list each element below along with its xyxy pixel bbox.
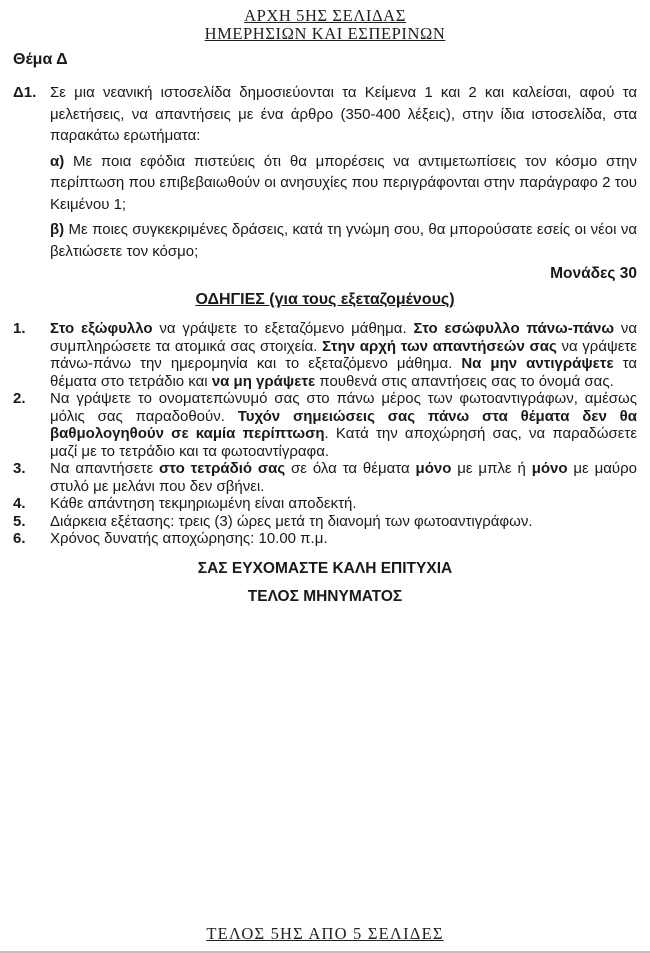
item-text: Να απαντήσετε στο τετράδιό σας σε όλα τα θέματα μόνο με μπλε ή μόνο με μαύρο στυλό με μελάνι που δεν σβήνει. bbox=[50, 460, 637, 495]
item-number: 3. bbox=[13, 460, 26, 477]
item-text: Στο εξώφυλλο να γράψετε το εξεταζόμενο μάθημα. Στο εσώφυλλο πάνω-πάνω να συμπληρώσετε τα ατομικά σας στοιχεία. Στην αρχή των απαντήσεών σας να γράψετε πάνω-πάνω την ημερομηνία και το εξεταζόμενο μάθημα. Να μην αντιγράψετε τα θέματα στο τετράδιο και να μη γράψετε πουθενά στις απαντήσεις σας το όνομά σας. bbox=[50, 320, 638, 390]
closing-wish: ΣΑΣ ΕΥΧΟΜΑΣΤΕ ΚΑΛΗ ΕΠΙΤΥΧΙΑ bbox=[197, 559, 453, 577]
instruction-item bbox=[13, 530, 637, 548]
closing-end-of-message: ΤΕΛΟΣ ΜΗΝΥΜΑΤΟΣ bbox=[247, 587, 403, 605]
item-text: Να γράψετε το ονοματεπώνυμό σας στο πάνω μέρος των φωτοαντιγράφων, αμέσως μόλις σας παραδοθούν. Τυχόν σημειώσεις σας πάνω στα θέματα δεν θα βαθμολογηθούν σε καμία περίπτωση. Κατά την αποχώρησή σας, να παραδώσετε μαζί με το τετράδιο και τα φωτοαντίγραφα. bbox=[50, 390, 638, 460]
item-number: 4. bbox=[13, 495, 26, 512]
header-line-2: ΗΜΕΡΗΣΙΩΝ ΚΑΙ ΕΣΠΕΡΙΝΩΝ bbox=[204, 24, 446, 43]
header-line-1: ΑΡΧΗ 5ΗΣ ΣΕΛΙΔΑΣ bbox=[244, 6, 406, 25]
item-text: Διάρκεια εξέτασης: τρεις (3) ώρες μετά τη διανομή των φωτοαντιγράφων. bbox=[50, 512, 533, 530]
item-number: 6. bbox=[13, 530, 26, 547]
question-sub-b: β) Με ποιες συγκεκριμένες δράσεις, κατά τη γνώμη σου, θα μπορούσατε εσείς οι νέοι να βελτιώσετε τον κόσμο; bbox=[50, 221, 637, 260]
question-sub-a: α) Με ποια εφόδια πιστεύεις ότι θα μπορέσεις να αντιμετωπίσεις τον κόσμο στην περίπτωση που επιβεβαιωθούν οι ανησυχίες που περιγράφονται στην παράγραφο 2 του Κειμένου 1; bbox=[50, 152, 637, 213]
page-footer: ΤΕΛΟΣ 5ΗΣ ΑΠΟ 5 ΣΕΛΙΔΕΣ bbox=[206, 924, 444, 943]
item-number: 5. bbox=[13, 512, 26, 530]
instruction-item bbox=[13, 513, 637, 531]
question-number: Δ1. bbox=[13, 84, 37, 101]
item-text: Κάθε απάντηση τεκμηριωμένη είναι αποδεκτή. bbox=[50, 495, 357, 512]
instruction-item bbox=[13, 495, 637, 513]
theme-label: Θέμα Δ bbox=[13, 51, 68, 68]
question-d1 bbox=[13, 82, 637, 147]
points-label: Μονάδες 30 bbox=[550, 265, 637, 282]
instruction-item bbox=[13, 390, 637, 460]
page-header bbox=[13, 7, 637, 43]
item-number: 2. bbox=[13, 390, 26, 407]
instructions-list bbox=[13, 320, 637, 548]
instruction-item bbox=[13, 320, 637, 390]
item-number: 1. bbox=[13, 320, 26, 337]
question-intro: Σε μια νεανική ιστοσελίδα δημοσιεύονται τα Κείμενα 1 και 2 και καλείσαι, αφού τα μελετήσεις, να απαντήσεις με ένα άρθρο (350-400 λέξεις), στην ίδια ιστοσελίδα, στα παρακάτω ερωτήματα: bbox=[50, 84, 637, 144]
item-text: Χρόνος δυνατής αποχώρησης: 10.00 π.μ. bbox=[50, 530, 328, 547]
instruction-item bbox=[13, 460, 637, 495]
instructions-title: ΟΔΗΓΙΕΣ (για τους εξεταζομένους) bbox=[195, 291, 455, 308]
